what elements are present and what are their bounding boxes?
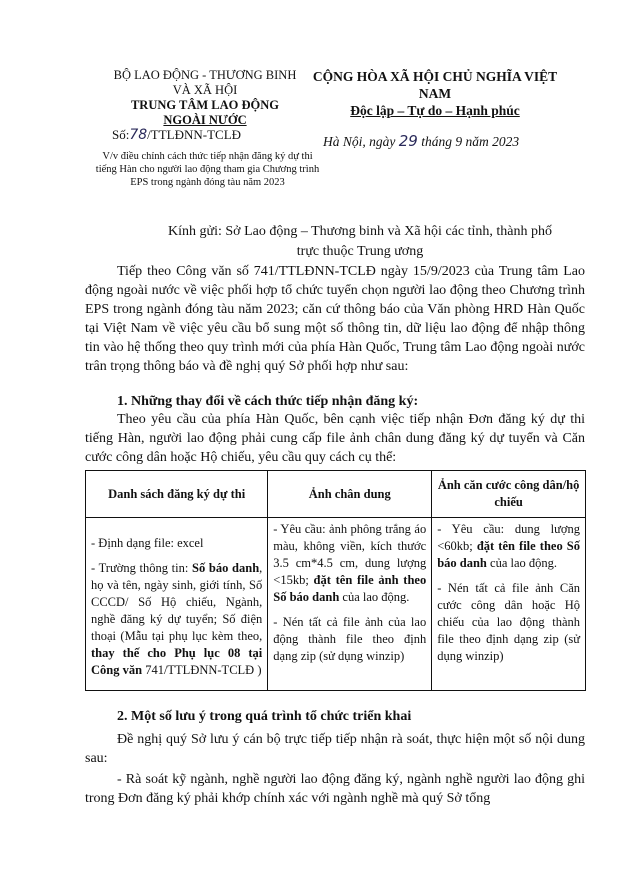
table-header-cell: Ảnh căn cước công dân/hộ chiếu [432, 471, 586, 518]
nation-block [300, 68, 570, 119]
motto: Độc lập – Tự do – Hạnh phúc [350, 103, 520, 118]
section2-text1: Đề nghị quý Sở lưu ý cán bộ trực tiếp tiếp nhận rà soát, thực hiện một số nội dung sau: [85, 732, 585, 766]
section2-heading: 2. Một số lưu ý trong quá trình tổ chức triển khai [117, 709, 412, 724]
intro-paragraph: Tiếp theo Công văn số 741/TTLĐNN-TCLĐ ngày 15/9/2023 của Trung tâm Lao động ngoài nước về việc phối hợp tổ chức tuyển chọn người lao động theo Chương trình EPS trong ngành đóng tàu năm 2023; căn cứ thông báo của Văn phòng HRD Hàn Quốc tại Việt Nam về việc yêu cầu bổ sung một số thông tin, dữ liệu lao động để nhập thông tin vào hệ thống theo quy trình mới của phía Hàn Quốc, Trung tâm Lao động ngoài nước trân trọng thông báo và đề nghị quý Sở phối hợp như sau: [85, 264, 585, 374]
id-requirements-cell: - Yêu cầu: dung lượng <60kb; đặt tên file theo Số báo danh của lao động. - Nén tất cả file ảnh Căn cước công dân hoặc Hộ chiếu của lao động thành file theo định dạng zip (sử dụng winzip) [432, 518, 586, 691]
issuer-block [90, 68, 320, 128]
recipient: Kính gửi: Sở Lao động – Thương binh và Xã hội các tỉnh, thành phố trực thuộc Trung ương [168, 224, 552, 259]
table-row [86, 518, 586, 691]
document-subject: V/v điều chỉnh cách thức tiếp nhận đăng ký dự thi tiếng Hàn cho người lao động tham gia Chương trình EPS trong ngành đóng tàu năm 2023 [95, 151, 320, 188]
nation-title: CỘNG HÒA XÃ HỘI CHỦ NGHĨA VIỆT NAM [312, 69, 558, 101]
ministry-name: BỘ LAO ĐỘNG - THƯƠNG BINH VÀ XÃ HỘI [113, 68, 297, 97]
section1-text: Theo yêu cầu của phía Hàn Quốc, bên cạnh việc tiếp nhận Đơn đăng ký dự thi tiếng Hàn, người lao động phải cung cấp file ảnh chân dung đăng ký dự tuyển và Căn cước công dân hoặc Hộ chiếu, yêu cầu quy cách cụ thể: [85, 412, 585, 465]
table-header-cell: Ảnh chân dung [268, 471, 432, 518]
requirements-table [85, 470, 586, 691]
center-name: TRUNG TÂM LAO ĐỘNG NGOÀI NƯỚC [130, 98, 280, 127]
document-number: Số:78/TTLĐNN-TCLĐ [112, 127, 242, 143]
document-date: Hà Nội, ngày 29 tháng 9 năm 2023 [323, 132, 520, 150]
handwritten-day: 29 [398, 132, 418, 150]
handwritten-number: 78 [129, 127, 148, 143]
section1-heading: 1. Những thay đổi về cách thức tiếp nhận đăng ký: [117, 394, 419, 409]
table-header-cell: Danh sách đăng ký dự thi [86, 471, 268, 518]
table-header-row [86, 471, 586, 518]
list-requirements-cell: - Định dạng file: excel - Trường thông tin: Số báo danh, họ và tên, ngày sinh, giới tính, Số CCCD/ Số Hộ chiếu, Ngành, nghề đăng ký dự tuyển; Số điện thoại (Mẫu tại phụ lục kèm theo, thay thế cho Phụ lục 08 tại Công văn 741/TTLĐNN-TCLĐ ) [86, 518, 268, 691]
section2-text2: - Rà soát kỹ ngành, nghề người lao động đăng ký, ngành nghề người lao động ghi trong Đơn đăng ký phải khớp chính xác với ngành nghề mà quý Sở tổng [85, 772, 585, 806]
portrait-requirements-cell: - Yêu cầu: ảnh phông trắng áo màu, không viền, kích thước 3.5 cm*4.5 cm, dung lượng <15kb; đặt tên file ảnh theo Số báo danh của lao động. - Nén tất cả file ảnh của lao động thành file theo định dạng zip (sử dụng winzip) [268, 518, 432, 691]
